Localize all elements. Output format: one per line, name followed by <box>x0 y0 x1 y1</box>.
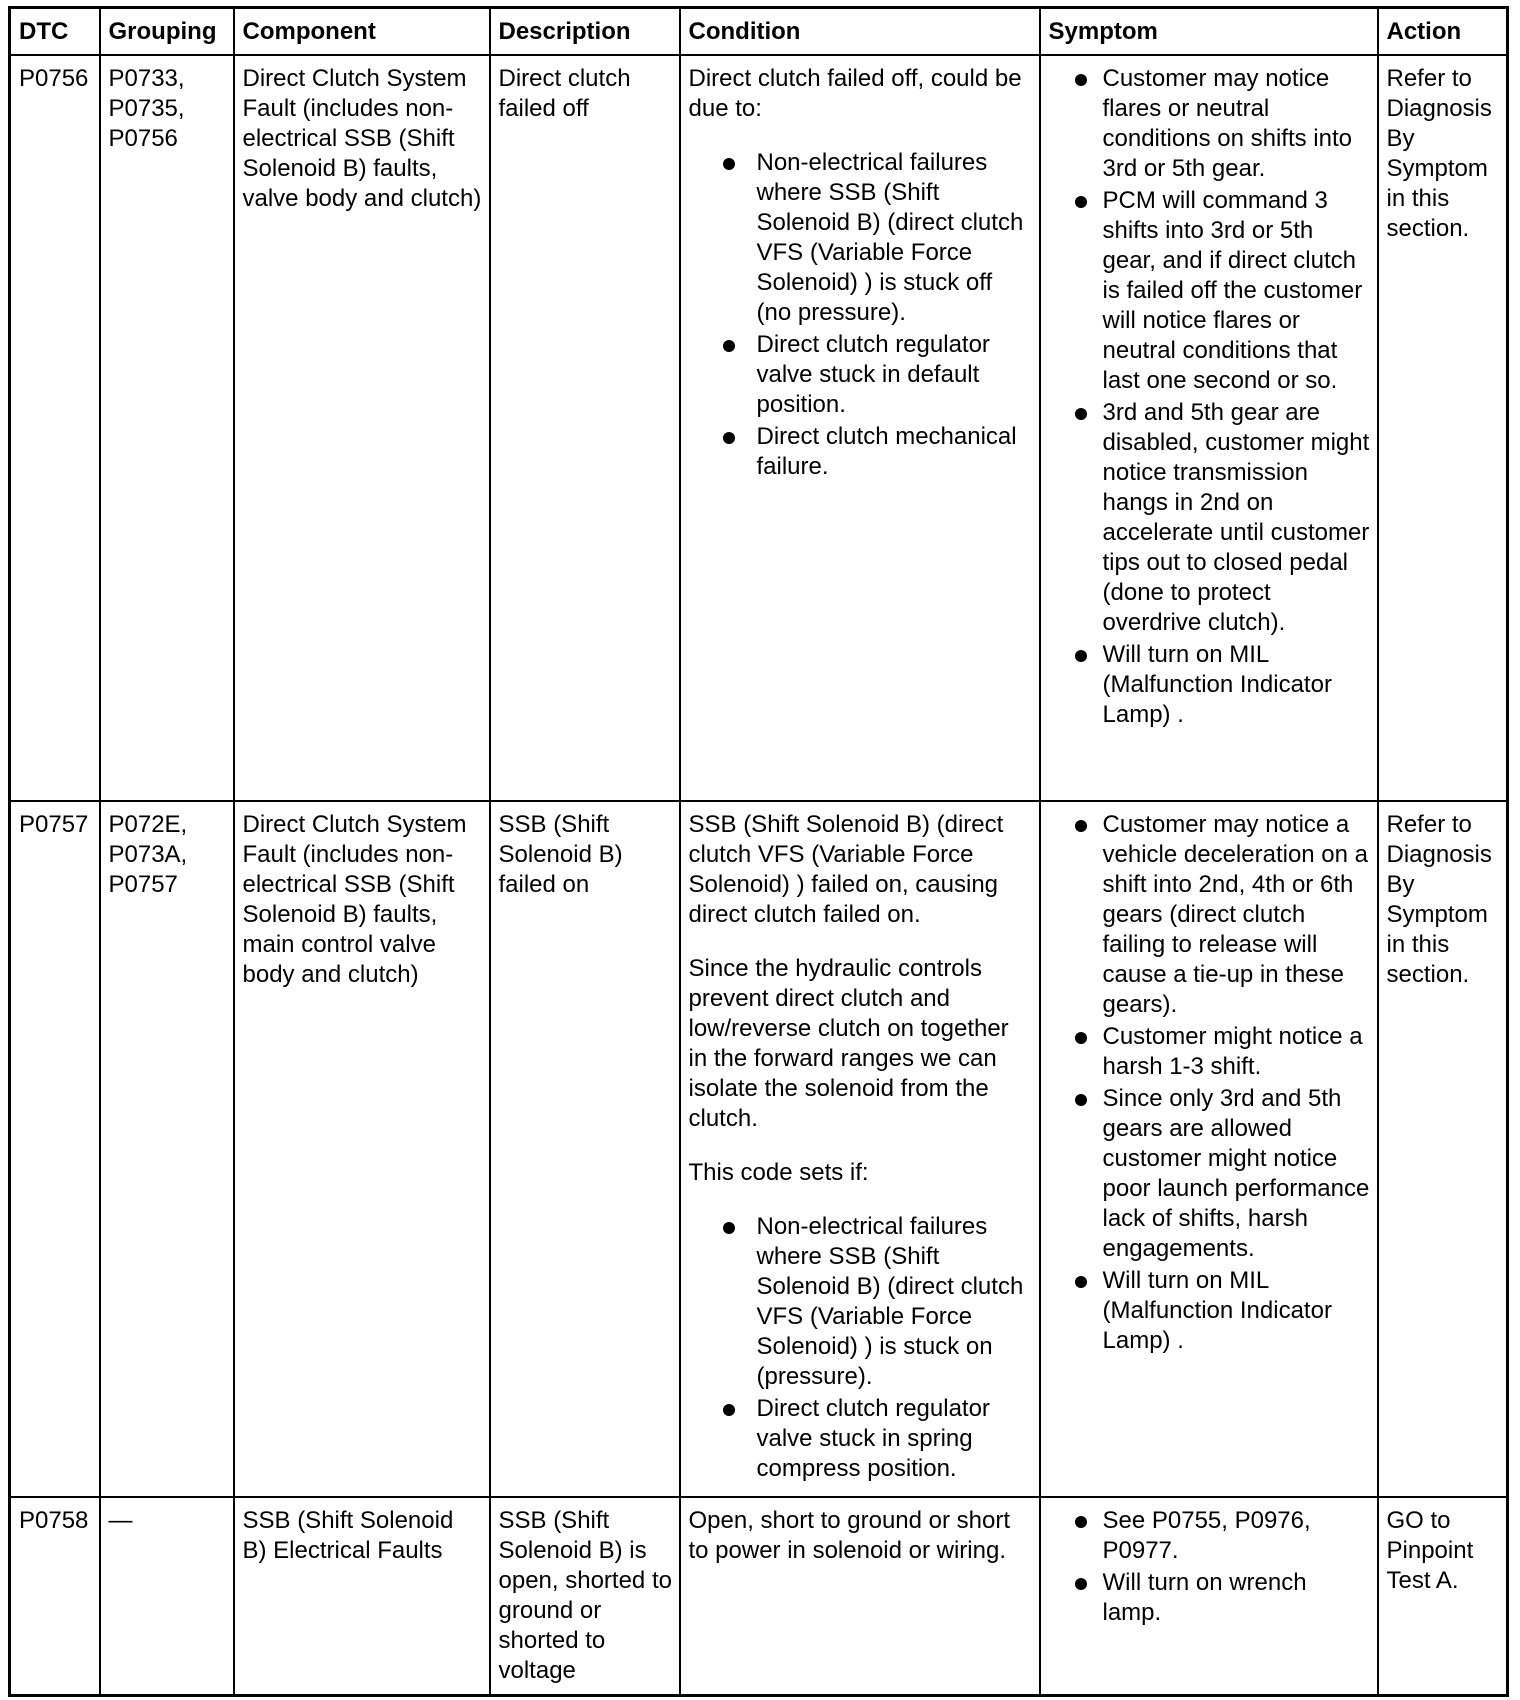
dtc-table <box>8 6 1509 1697</box>
condition-paragraph: Open, short to ground or short to power in solenoid or wiring. <box>688 1507 1011 1564</box>
action-cell: GO to Pinpoint Test A. <box>1378 1497 1508 1695</box>
description-cell: SSB (Shift Solenoid B) is open, shorted to ground or shorted to voltage <box>490 1497 680 1695</box>
symptom-bullet: Will turn on wrench lamp. <box>1049 1568 1371 1628</box>
table-row <box>10 1497 1508 1695</box>
grouping-cell <box>100 1497 234 1695</box>
header-dtc: DTC <box>10 8 100 56</box>
condition-paragraph: This code sets if: <box>688 1159 869 1186</box>
header-component: Component <box>234 8 490 56</box>
grouping-code: P0756 <box>108 125 178 152</box>
symptom-bullet: Customer may notice flares or neutral conditions on shifts into 3rd or 5th gear. <box>1049 64 1371 184</box>
symptom-bullet: Customer might notice a harsh 1-3 shift. <box>1049 1022 1371 1082</box>
header-description: Description <box>490 8 680 56</box>
grouping-cell <box>100 801 234 1497</box>
condition-bullet: Direct clutch mechanical failure. <box>707 422 1033 482</box>
symptom-bullet: Since only 3rd and 5th gears are allowed customer might notice poor launch performance lack of shifts, harsh engagements. <box>1049 1084 1371 1264</box>
grouping-code: P0733, <box>108 65 185 92</box>
condition-bullet: Direct clutch regulator valve stuck in spring compress position. <box>707 1394 1033 1484</box>
grouping-code: P0735, <box>108 95 185 122</box>
condition-bullet: Direct clutch regulator valve stuck in default position. <box>707 330 1033 420</box>
symptom-bullet: Customer may notice a vehicle deceleration on a shift into 2nd, 4th or 6th gears (direct clutch failing to release will cause a tie-up in these gears). <box>1049 810 1371 1020</box>
action-cell: Refer to Diagnosis By Symptom in this section. <box>1378 55 1508 801</box>
grouping-code: P0757 <box>108 871 178 898</box>
symptom-bullet: 3rd and 5th gear are disabled, customer might notice transmission hangs in 2nd on accelerate until customer tips out to closed pedal (done to protect overdrive clutch). <box>1049 398 1371 638</box>
component-cell: SSB (Shift Solenoid B) Electrical Faults <box>234 1497 490 1695</box>
symptom-bullet: Will turn on MIL (Malfunction Indicator Lamp) . <box>1049 640 1371 730</box>
grouping-code: — <box>108 1507 133 1534</box>
description-cell: Direct clutch failed off <box>490 55 680 801</box>
header-row <box>10 8 1508 56</box>
grouping-code: P073A, <box>108 841 188 868</box>
component-cell: Direct Clutch System Fault (includes non-electrical SSB (Shift Solenoid B) faults, main control valve body and clutch) <box>234 801 490 1497</box>
condition-bullet-list <box>689 1212 1033 1484</box>
component-cell: Direct Clutch System Fault (includes non-electrical SSB (Shift Solenoid B) faults, valve body and clutch) <box>234 55 490 801</box>
condition-cell <box>680 1497 1040 1695</box>
condition-bullet: Non-electrical failures where SSB (Shift Solenoid B) (direct clutch VFS (Variable Force Solenoid) ) is stuck on (pressure). <box>707 1212 1033 1392</box>
action-cell: Refer to Diagnosis By Symptom in this section. <box>1378 801 1508 1497</box>
dtc-cell: P0758 <box>10 1497 100 1695</box>
description-cell: SSB (Shift Solenoid B) failed on <box>490 801 680 1497</box>
header-condition: Condition <box>680 8 1040 56</box>
condition-paragraph: SSB (Shift Solenoid B) (direct clutch VFS (Variable Force Solenoid) ) failed on, causing direct clutch failed on. <box>688 811 1004 928</box>
symptom-bullet-list <box>1049 1506 1371 1628</box>
symptom-bullet-list <box>1049 64 1371 730</box>
table-row <box>10 801 1508 1497</box>
symptom-cell <box>1040 801 1378 1497</box>
header-grouping: Grouping <box>100 8 234 56</box>
grouping-code: P072E, <box>108 811 188 838</box>
symptom-cell <box>1040 55 1378 801</box>
symptom-bullet: See P0755, P0976, P0977. <box>1049 1506 1371 1566</box>
symptom-bullet-list <box>1049 810 1371 1356</box>
dtc-cell: P0757 <box>10 801 100 1497</box>
condition-bullet: Non-electrical failures where SSB (Shift Solenoid B) (direct clutch VFS (Variable Force Solenoid) ) is stuck off (no pressure). <box>707 148 1033 328</box>
condition-cell <box>680 55 1040 801</box>
grouping-cell <box>100 55 234 801</box>
dtc-cell: P0756 <box>10 55 100 801</box>
condition-paragraph: Since the hydraulic controls prevent direct clutch and low/reverse clutch on together in the forward ranges we can isolate the solenoid from the clutch. <box>688 955 1009 1132</box>
symptom-bullet: PCM will command 3 shifts into 3rd or 5th gear, and if direct clutch is failed off the customer will notice flares or neutral conditions that last one second or so. <box>1049 186 1371 396</box>
condition-paragraph: Direct clutch failed off, could be due to: <box>688 65 1022 122</box>
condition-bullet-list <box>689 148 1033 482</box>
header-action: Action <box>1378 8 1508 56</box>
symptom-bullet: Will turn on MIL (Malfunction Indicator Lamp) . <box>1049 1266 1371 1356</box>
table-row <box>10 55 1508 801</box>
header-symptom: Symptom <box>1040 8 1378 56</box>
condition-cell <box>680 801 1040 1497</box>
symptom-cell <box>1040 1497 1378 1695</box>
